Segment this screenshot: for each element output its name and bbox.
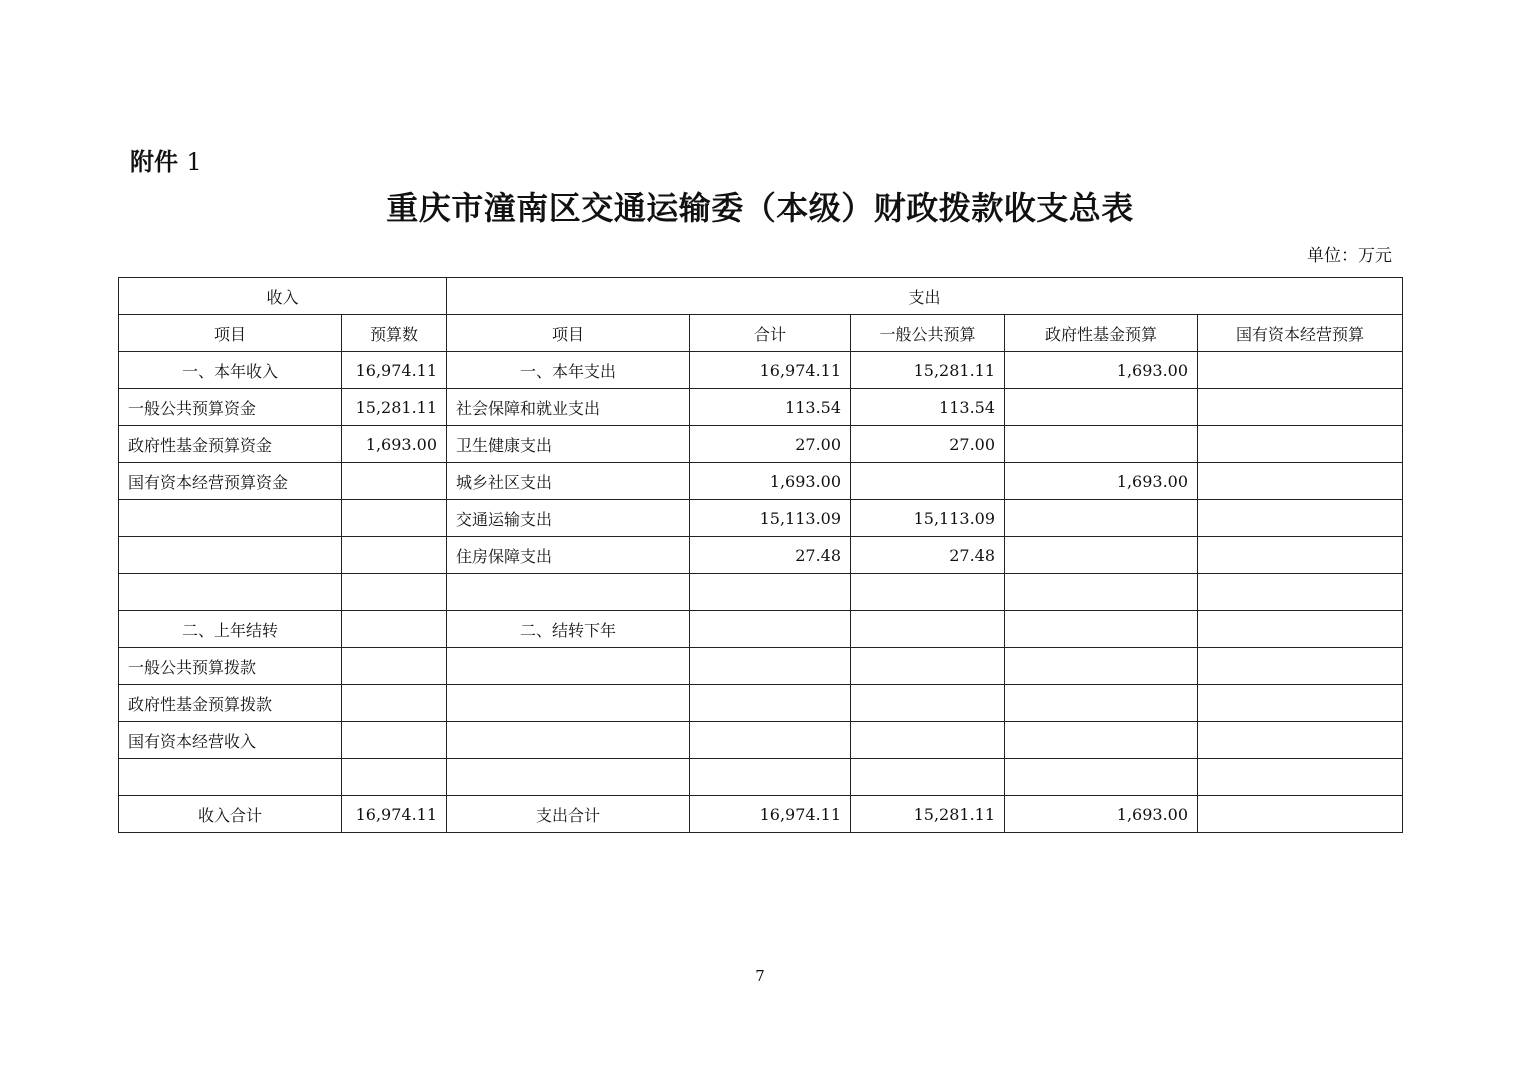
gov-fund-budget-cell [1005, 759, 1198, 796]
gov-fund-budget-cell [1005, 574, 1198, 611]
state-capital-budget-cell [1198, 574, 1403, 611]
expense-total-cell: 27.48 [690, 537, 851, 574]
gov-fund-budget-cell [1005, 537, 1198, 574]
gov-fund-budget-cell [1005, 500, 1198, 537]
expense-total-cell: 16,974.11 [690, 796, 851, 833]
general-budget-cell [851, 722, 1005, 759]
gov-fund-budget-cell [1005, 426, 1198, 463]
gov-fund-budget-cell [1005, 389, 1198, 426]
expense-item-cell: 城乡社区支出 [447, 463, 690, 500]
expense-item-cell [447, 685, 690, 722]
col-header-state-capital-budget: 国有资本经营预算 [1198, 315, 1403, 352]
income-amount-cell [342, 759, 447, 796]
col-header-expense-item: 项目 [447, 315, 690, 352]
income-item-cell [119, 759, 342, 796]
general-budget-cell: 15,281.11 [851, 796, 1005, 833]
gov-fund-budget-cell [1005, 648, 1198, 685]
state-capital-budget-cell [1198, 796, 1403, 833]
income-amount-cell [342, 574, 447, 611]
state-capital-budget-cell [1198, 722, 1403, 759]
table-row [119, 537, 1403, 574]
unit-label: 单位：万元 [1307, 246, 1392, 266]
expense-total-cell [690, 574, 851, 611]
income-item-cell: 一般公共预算拨款 [119, 648, 342, 685]
table-row [119, 426, 1403, 463]
attachment-text: 附件 [130, 148, 178, 176]
state-capital-budget-cell [1198, 500, 1403, 537]
income-item-cell: 国有资本经营预算资金 [119, 463, 342, 500]
expense-item-cell [447, 574, 690, 611]
table-row [119, 500, 1403, 537]
state-capital-budget-cell [1198, 463, 1403, 500]
general-budget-cell [851, 611, 1005, 648]
expense-item-cell [447, 722, 690, 759]
document-title: 重庆市潼南区交通运输委（本级）财政拨款收支总表 [386, 189, 1134, 227]
col-header-budget-amount: 预算数 [342, 315, 447, 352]
col-header-general-budget: 一般公共预算 [851, 315, 1005, 352]
income-item-cell: 国有资本经营收入 [119, 722, 342, 759]
income-amount-cell [342, 611, 447, 648]
attachment-number: 1 [186, 148, 202, 176]
state-capital-budget-cell [1198, 685, 1403, 722]
general-budget-cell: 27.48 [851, 537, 1005, 574]
col-header-gov-fund-budget: 政府性基金预算 [1005, 315, 1198, 352]
income-amount-cell [342, 722, 447, 759]
general-budget-cell [851, 463, 1005, 500]
gov-fund-budget-cell: 1,693.00 [1005, 796, 1198, 833]
expense-total-cell [690, 722, 851, 759]
table-row [119, 463, 1403, 500]
expense-item-cell: 卫生健康支出 [447, 426, 690, 463]
general-budget-cell [851, 685, 1005, 722]
expense-total-cell: 16,974.11 [690, 352, 851, 389]
income-item-cell: 一般公共预算资金 [119, 389, 342, 426]
table-row [119, 574, 1403, 611]
expense-total-cell [690, 648, 851, 685]
gov-fund-budget-cell [1005, 685, 1198, 722]
income-amount-cell [342, 463, 447, 500]
expense-item-cell [447, 648, 690, 685]
general-budget-cell [851, 574, 1005, 611]
expense-item-cell: 支出合计 [447, 796, 690, 833]
state-capital-budget-cell [1198, 648, 1403, 685]
table-row [119, 352, 1403, 389]
income-amount-cell: 16,974.11 [342, 796, 447, 833]
income-item-cell: 二、上年结转 [119, 611, 342, 648]
budget-summary-table [118, 277, 1403, 833]
income-amount-cell: 1,693.00 [342, 426, 447, 463]
income-amount-cell [342, 537, 447, 574]
expense-item-cell [447, 759, 690, 796]
income-item-cell [119, 537, 342, 574]
income-amount-cell [342, 648, 447, 685]
expense-total-cell: 113.54 [690, 389, 851, 426]
gov-fund-budget-cell: 1,693.00 [1005, 352, 1198, 389]
income-amount-cell: 16,974.11 [342, 352, 447, 389]
expense-item-cell: 交通运输支出 [447, 500, 690, 537]
table-row [119, 722, 1403, 759]
state-capital-budget-cell [1198, 426, 1403, 463]
income-item-cell: 一、本年收入 [119, 352, 342, 389]
table-row [119, 611, 1403, 648]
income-item-cell: 政府性基金预算资金 [119, 426, 342, 463]
income-amount-cell: 15,281.11 [342, 389, 447, 426]
state-capital-budget-cell [1198, 759, 1403, 796]
general-budget-cell: 113.54 [851, 389, 1005, 426]
general-budget-cell [851, 759, 1005, 796]
general-budget-cell: 27.00 [851, 426, 1005, 463]
income-amount-cell [342, 500, 447, 537]
expense-total-cell [690, 685, 851, 722]
table-row [119, 648, 1403, 685]
expense-item-cell: 二、结转下年 [447, 611, 690, 648]
income-item-cell: 收入合计 [119, 796, 342, 833]
table-row [119, 796, 1403, 833]
expense-total-cell [690, 759, 851, 796]
table-row [119, 685, 1403, 722]
state-capital-budget-cell [1198, 611, 1403, 648]
general-budget-cell: 15,281.11 [851, 352, 1005, 389]
attachment-label [130, 146, 202, 178]
expense-group-header: 支出 [447, 278, 1403, 315]
income-amount-cell [342, 685, 447, 722]
income-item-cell [119, 574, 342, 611]
state-capital-budget-cell [1198, 389, 1403, 426]
state-capital-budget-cell [1198, 352, 1403, 389]
income-item-cell: 政府性基金预算拨款 [119, 685, 342, 722]
col-header-total: 合计 [690, 315, 851, 352]
expense-item-cell: 住房保障支出 [447, 537, 690, 574]
general-budget-cell [851, 648, 1005, 685]
expense-total-cell: 1,693.00 [690, 463, 851, 500]
page-number: 7 [755, 967, 765, 985]
expense-item-cell: 一、本年支出 [447, 352, 690, 389]
group-header-row [119, 278, 1403, 315]
income-item-cell [119, 500, 342, 537]
col-header-income-item: 项目 [119, 315, 342, 352]
state-capital-budget-cell [1198, 537, 1403, 574]
table-row [119, 759, 1403, 796]
gov-fund-budget-cell [1005, 611, 1198, 648]
expense-total-cell [690, 611, 851, 648]
gov-fund-budget-cell: 1,693.00 [1005, 463, 1198, 500]
table-row [119, 389, 1403, 426]
general-budget-cell: 15,113.09 [851, 500, 1005, 537]
expense-total-cell: 27.00 [690, 426, 851, 463]
income-group-header: 收入 [119, 278, 447, 315]
column-header-row [119, 315, 1403, 352]
expense-total-cell: 15,113.09 [690, 500, 851, 537]
gov-fund-budget-cell [1005, 722, 1198, 759]
expense-item-cell: 社会保障和就业支出 [447, 389, 690, 426]
